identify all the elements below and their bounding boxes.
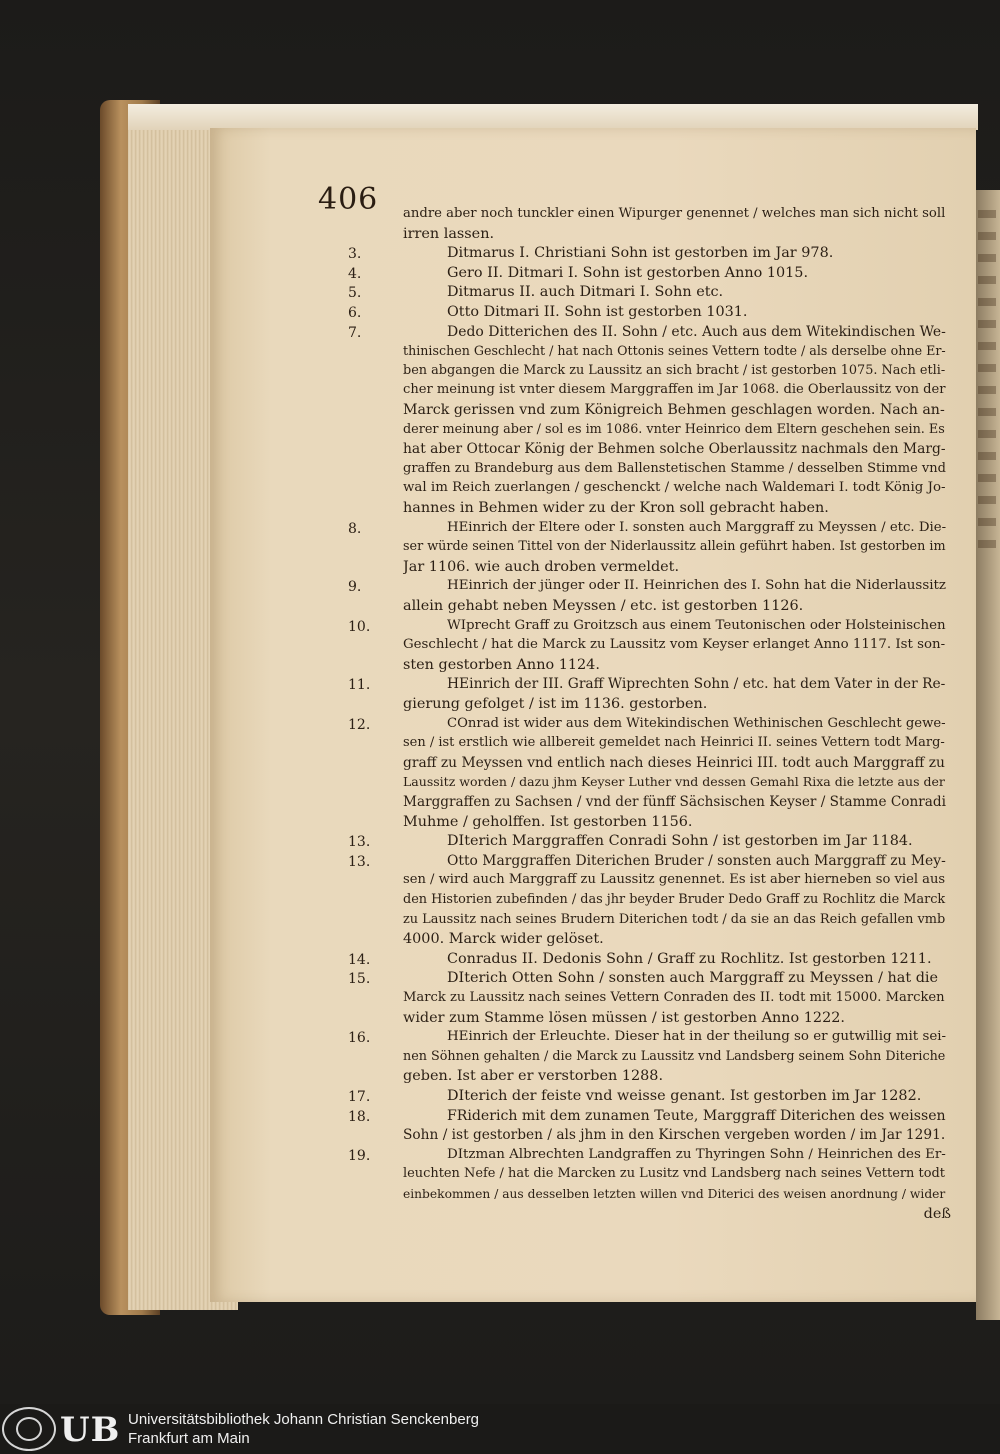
adjacent-page-text <box>978 210 1000 562</box>
entry-number: 12. <box>348 716 371 733</box>
top-page-edge <box>128 104 978 130</box>
text-line: ser würde seinen Tittel von der Niderlaussitz allein geführt haben. Ist gestorben im <box>403 539 946 555</box>
text-line: FRiderich mit dem zunamen Teute, Marggraff Diterichen des weissen <box>447 1107 946 1124</box>
text-line: hannes in Behmen wider zu der Kron soll gebracht haben. <box>403 500 829 516</box>
text-line: DItzman Albrechten Landgraffen zu Thyringen Sohn / Heinrichen des Er- <box>447 1146 946 1162</box>
text-line: andre aber noch tunckler einen Wipurger genennet / welches man sich nicht soll <box>403 206 946 221</box>
text-line: wider zum Stamme lösen müssen / ist gestorben Anno 1222. <box>403 1009 845 1026</box>
text-line: einbekommen / aus desselben letzten willen vnd Diterici des weisen anordnung / wider <box>403 1187 946 1201</box>
text-line: Ditmarus II. auch Ditmari I. Sohn etc. <box>447 284 724 301</box>
text-line: DIterich der feiste vnd weisse genant. Ist gestorben im Jar 1282. <box>447 1088 922 1104</box>
text-line: Otto Marggraffen Diterichen Bruder / sonsten auch Marggraff zu Mey- <box>447 852 946 869</box>
entry-number: 3. <box>348 246 362 263</box>
text-line: WIprecht Graff zu Groitzsch aus einem Teutonischen oder Holsteinischen <box>447 617 946 633</box>
text-line: derer meinung aber / sol es im 1086. vnter Heinrico dem Eltern geschehen sein. Es <box>403 421 945 437</box>
text-line: nen Söhnen gehalten / die Marck zu Laussitz vnd Landsberg seinem Sohn Diteriche <box>403 1048 946 1064</box>
entry-number: 13. <box>348 834 371 851</box>
text-line: zu Laussitz nach seines Brudern Diterichen todt / da sie an das Reich gefallen vmb <box>403 911 946 927</box>
text-line: deß <box>923 1205 951 1222</box>
text-line: allein gehabt neben Meyssen / etc. ist gestorben 1126. <box>403 598 804 614</box>
text-line: sen / wird auch Marggraff zu Laussitz genennet. Es ist aber hierneben so viel aus <box>403 872 946 888</box>
entry-number: 5. <box>348 285 362 302</box>
text-line: 4000. Marck wider gelöset. <box>403 931 604 948</box>
text-line: Dedo Ditterichen des II. Sohn / etc. Auch aus dem Witekindischen We- <box>447 323 946 340</box>
text-line: Marck zu Laussitz nach seines Vettern Conraden des II. todt mit 15000. Marcken <box>403 990 945 1005</box>
text-line: graff zu Meyssen vnd entlich nach dieses Heinrici III. todt auch Marggraff zu <box>403 754 945 771</box>
seal-icon <box>2 1407 56 1451</box>
entry-number: 19. <box>348 1147 371 1164</box>
text-line: Marck gerissen vnd zum Königreich Behmen geschlagen worden. Nach an- <box>403 402 945 418</box>
footer-city: Frankfurt am Main <box>128 1430 250 1447</box>
entry-number: 6. <box>348 305 362 321</box>
text-line: HEinrich der III. Graff Wiprechten Sohn / etc. hat dem Vater in der Re- <box>447 676 946 693</box>
entry-number: 13. <box>348 853 371 870</box>
page-number: 406 <box>318 182 379 217</box>
entry-number: 16. <box>348 1030 371 1047</box>
text-line: ben abgangen die Marck zu Laussitz an sich bracht / ist gestorben 1075. Nach etli- <box>403 362 946 378</box>
text-line: Jar 1106. wie auch droben vermeldet. <box>403 558 680 575</box>
text-line: cher meinung ist vnter diesem Marggraffen im Jar 1068. die Oberlaussitz von der <box>403 382 946 398</box>
entry-number: 15. <box>348 971 371 988</box>
text-line: irren lassen. <box>403 225 495 242</box>
text-line: DIterich Marggraffen Conradi Sohn / ist gestorben im Jar 1184. <box>447 833 913 850</box>
text-line: HEinrich der jünger oder II. Heinrichen des I. Sohn hat die Niderlaussitz <box>447 578 946 594</box>
text-line: Ditmarus I. Christiani Sohn ist gestorben im Jar 978. <box>447 245 834 262</box>
text-line: Laussitz worden / dazu jhm Keyser Luther vnd dessen Gemahl Rixa die letzte aus der <box>403 774 945 790</box>
text-line: geben. Ist aber er verstorben 1288. <box>403 1068 664 1085</box>
entry-number: 11. <box>348 677 371 694</box>
text-line: DIterich Otten Sohn / sonsten auch Marggraff zu Meyssen / hat die <box>447 970 939 987</box>
entry-number: 10. <box>348 618 371 635</box>
text-line: Marggraffen zu Sachsen / vnd der fünff Sächsischen Keyser / Stamme Conradi <box>403 794 946 810</box>
text-line: wal im Reich zuerlangen / geschenckt / welche nach Waldemari I. todt König Jo- <box>403 480 946 496</box>
text-line: Gero II. Ditmari I. Sohn ist gestorben Anno 1015. <box>447 264 809 281</box>
footer-institution: Universitätsbibliothek Johann Christian Senckenberg <box>128 1411 480 1428</box>
text-line: sen / ist erstlich wie allbereit gemeldet nach Heinrici II. seines Vettern todt Marg- <box>403 735 945 751</box>
entry-number: 18. <box>348 1108 371 1125</box>
text-line: Geschlecht / hat die Marck zu Laussitz vom Keyser erlanget Anno 1117. Ist son- <box>403 637 946 653</box>
text-line: HEinrich der Eltere oder I. sonsten auch Marggraff zu Meyssen / etc. Die- <box>447 519 947 535</box>
text-line: Muhme / geholffen. Ist gestorben 1156. <box>403 813 693 830</box>
text-line: Otto Ditmari II. Sohn ist gestorben 1031. <box>447 304 748 320</box>
text-line: HEinrich der Erleuchte. Dieser hat in der theilung so er gutwillig mit sei- <box>447 1029 947 1045</box>
entry-number: 17. <box>348 1089 371 1105</box>
text-line: gierung gefolget / ist im 1136. gestorben. <box>403 696 708 712</box>
text-line: COnrad ist wider aus dem Witekindischen Wethinischen Geschlecht gewe- <box>447 715 946 731</box>
entry-number: 14. <box>348 951 371 968</box>
text-line: leuchten Nefe / hat die Marcken zu Lusitz vnd Landsberg nach seines Vettern todt <box>403 1166 945 1182</box>
text-line: Conradus II. Dedonis Sohn / Graff zu Rochlitz. Ist gestorben 1211. <box>447 950 932 967</box>
entry-number: 7. <box>348 324 362 341</box>
text-line: sten gestorben Anno 1124. <box>403 656 600 673</box>
text-line: Sohn / ist gestorben / als jhm in den Kirschen vergeben worden / im Jar 1291. <box>403 1127 946 1144</box>
entry-number: 4. <box>348 265 362 282</box>
text-line: hat aber Ottocar König der Behmen solche Oberlaussitz nachmals den Marg- <box>403 441 946 458</box>
entry-number: 8. <box>348 520 362 537</box>
text-line: den Historien zubefinden / das jhr beyder Bruder Dedo Graff zu Rochlitz die Marck <box>403 892 946 907</box>
library-logo: UB <box>60 1410 121 1450</box>
text-line: thinischen Geschlecht / hat nach Ottonis seines Vettern todte / als derselbe ohne Er- <box>403 343 946 359</box>
entry-number: 9. <box>348 579 362 596</box>
text-line: graffen zu Brandeburg aus dem Ballenstetischen Stamme / desselben Stimme vnd <box>403 460 946 476</box>
